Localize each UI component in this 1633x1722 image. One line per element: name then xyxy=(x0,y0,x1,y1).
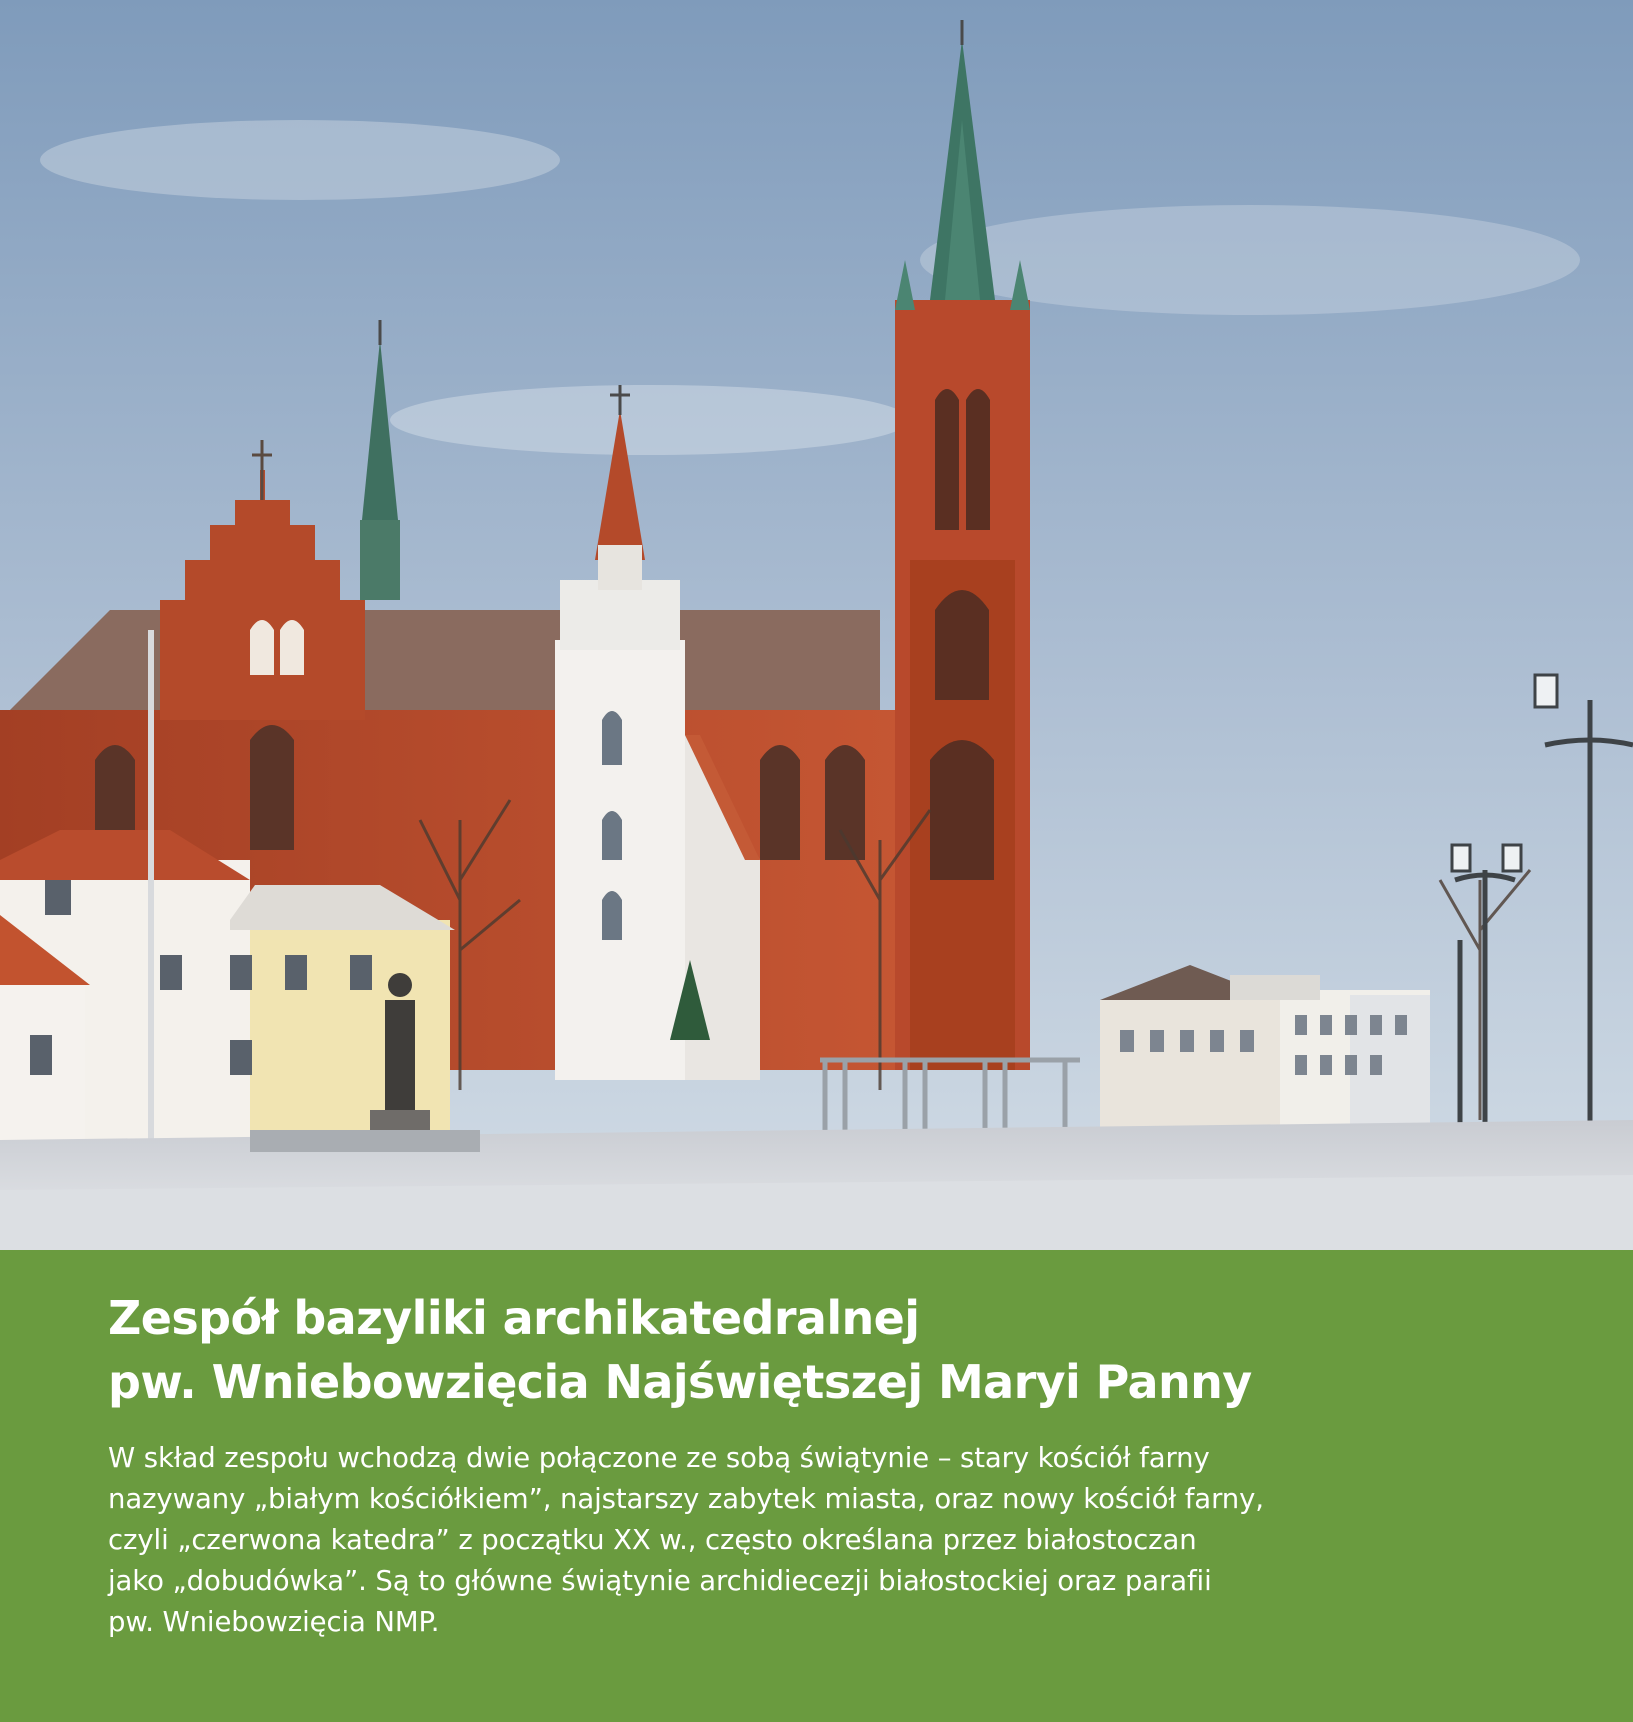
caption-body-line: pw. Wniebowzięcia NMP. xyxy=(108,1606,440,1638)
caption-panel xyxy=(0,1250,1633,1722)
caption-body xyxy=(108,1438,1523,1643)
caption-title xyxy=(108,1286,1523,1414)
caption-title-line: pw. Wniebowzięcia Najświętszej Maryi Panny xyxy=(108,1355,1252,1409)
caption-body-line: czyli „czerwona katedra” z początku XX w., często określana przez białostoczan xyxy=(108,1524,1197,1556)
caption-body-line: jako „dobudówka”. Są to główne świątynie archidiecezji białostockiej oraz parafii xyxy=(108,1565,1212,1597)
background-buildings xyxy=(1100,965,1430,1135)
caption-title-line: Zespół bazyliki archikatedralnej xyxy=(108,1291,920,1345)
caption-body-line: nazywany „białym kościółkiem”, najstarszy zabytek miasta, oraz nowy kościół farny, xyxy=(108,1483,1264,1515)
caption-body-line: W skład zespołu wchodzą dwie połączone ze sobą świątynie – stary kościół farny xyxy=(108,1442,1210,1474)
